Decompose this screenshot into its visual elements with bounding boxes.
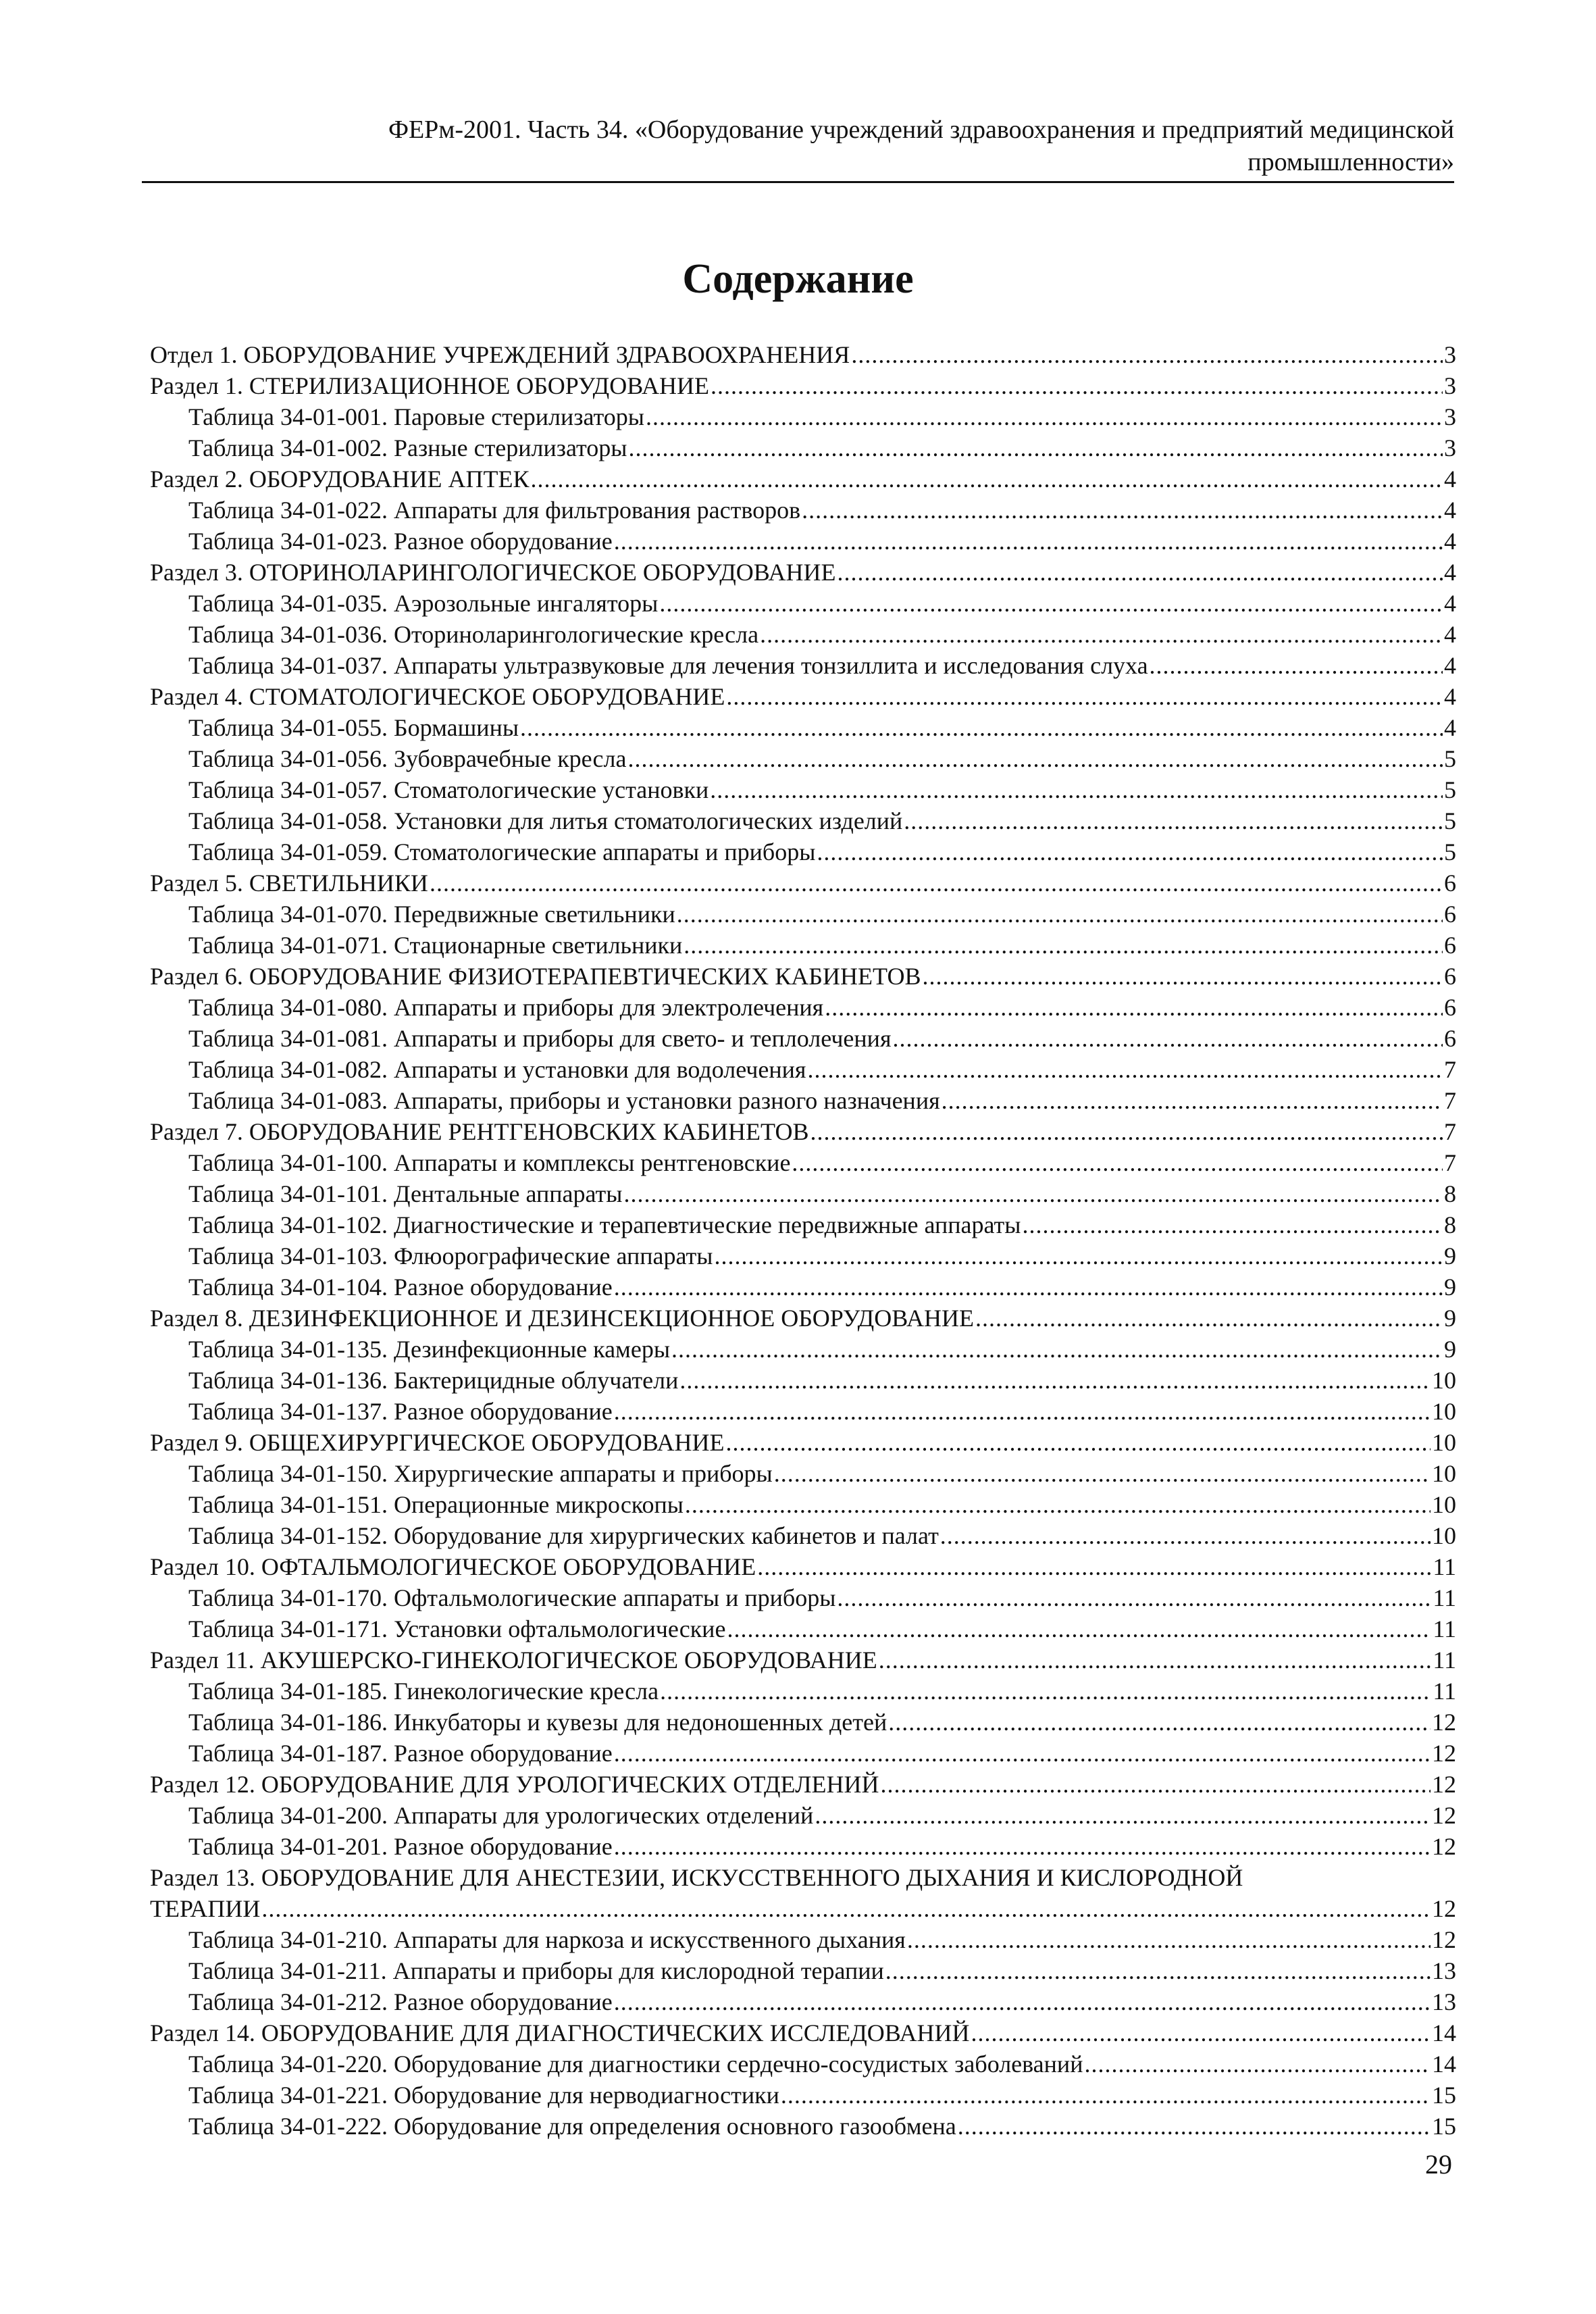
toc-entry-label: Таблица 34-01-185. Гинекологические кресла (188, 1678, 659, 1705)
toc-table-entry[interactable] (150, 1520, 1456, 1551)
dot-leader (837, 1582, 1431, 1613)
dot-leader (646, 401, 1443, 432)
toc-entry-page: 12 (1432, 1771, 1456, 1798)
header-rule (142, 181, 1454, 183)
dot-leader (825, 992, 1443, 1023)
toc-entry-page: 10 (1432, 1367, 1456, 1394)
dot-leader (942, 1085, 1443, 1116)
toc-table-entry[interactable] (150, 1178, 1456, 1209)
toc-table-entry[interactable] (150, 774, 1456, 805)
toc-entry-page: 4 (1444, 559, 1456, 586)
toc-entry-page: 12 (1432, 1709, 1456, 1736)
toc-table-entry[interactable] (150, 1924, 1456, 1955)
toc-table-entry[interactable] (150, 1023, 1456, 1054)
toc-entry-page: 6 (1444, 963, 1456, 990)
toc-entry-page: 6 (1444, 901, 1456, 928)
toc-table-entry[interactable] (150, 2048, 1456, 2080)
toc-entry-page: 11 (1433, 1678, 1456, 1705)
toc-table-entry[interactable] (150, 1707, 1456, 1738)
toc-entry-page: 10 (1432, 1491, 1456, 1518)
dot-leader (677, 899, 1443, 930)
toc-entry-page: 15 (1432, 2113, 1456, 2140)
toc-section-entry[interactable] (150, 370, 1456, 401)
toc-entry-label: Таблица 34-01-081. Аппараты и приборы для свето- и теплолечения (188, 1025, 892, 1052)
toc-entry-page: 7 (1444, 1087, 1456, 1114)
toc-table-entry[interactable] (150, 495, 1456, 526)
toc-entry-label: Таблица 34-01-152. Оборудование для хирургических кабинетов и палат (188, 1522, 939, 1549)
toc-entry-page: 5 (1444, 807, 1456, 834)
toc-entry-label: Таблица 34-01-101. Дентальные аппараты (188, 1180, 623, 1207)
toc-entry-page: 3 (1444, 403, 1456, 430)
toc-entry-label: Таблица 34-01-171. Установки офтальмологические (188, 1615, 726, 1642)
dot-leader (879, 1644, 1432, 1676)
toc-entry-page: 7 (1444, 1149, 1456, 1176)
dot-leader (1022, 1209, 1443, 1240)
toc-section-entry[interactable] (150, 681, 1456, 712)
toc-entry-label: Таблица 34-01-057. Стоматологические установки (188, 776, 709, 803)
toc-entry-label: Таблица 34-01-150. Хирургические аппараты и приборы (188, 1460, 773, 1487)
dot-leader (726, 681, 1443, 712)
dot-leader (627, 743, 1443, 774)
toc-table-entry[interactable] (150, 1489, 1456, 1520)
toc-entry-page: 11 (1433, 1646, 1456, 1674)
toc-table-entry[interactable] (150, 1147, 1456, 1178)
toc-entry-page: 4 (1444, 497, 1456, 524)
toc-entry-page: 6 (1444, 932, 1456, 959)
dot-leader (815, 1800, 1431, 1831)
toc-table-entry[interactable] (150, 432, 1456, 463)
toc-entry-page: 3 (1444, 341, 1456, 368)
toc-entry-label: Раздел 10. ОФТАЛЬМОЛОГИЧЕСКОЕ ОБОРУДОВАНИЕ (150, 1553, 756, 1580)
toc-entry-page: 13 (1432, 1957, 1456, 1984)
toc-entry-page: 4 (1444, 528, 1456, 555)
toc-entry-label: Таблица 34-01-135. Дезинфекционные камеры (188, 1336, 671, 1363)
dot-leader (802, 495, 1443, 526)
dot-leader (614, 1738, 1431, 1769)
toc-entry-label: Раздел 8. ДЕЗИНФЕКЦИОННОЕ И ДЕЗИНСЕКЦИОННОЕ ОБОРУДОВАНИЕ (150, 1305, 974, 1332)
toc-entry-label: Таблица 34-01-082. Аппараты и установки для водолечения (188, 1056, 806, 1083)
toc-entry-label: Раздел 12. ОБОРУДОВАНИЕ ДЛЯ УРОЛОГИЧЕСКИХ ОТДЕЛЕНИЙ (150, 1771, 879, 1798)
page-number: 29 (1425, 2149, 1452, 2180)
dot-leader (904, 805, 1443, 836)
toc-table-entry[interactable] (150, 1365, 1456, 1396)
toc-section-entry[interactable] (150, 1644, 1456, 1676)
toc-entry-label: Раздел 4. СТОМАТОЛОГИЧЕСКОЕ ОБОРУДОВАНИЕ (150, 683, 725, 710)
toc-entry-page: 3 (1444, 434, 1456, 461)
toc-entry-page: 9 (1444, 1305, 1456, 1332)
toc-entry-label: Таблица 34-01-080. Аппараты и приборы для электролечения (188, 994, 824, 1021)
toc-entry-label: Таблица 34-01-211. Аппараты и приборы для кислородной терапии (188, 1957, 884, 1984)
dot-leader (888, 1707, 1431, 1738)
dot-leader (975, 1303, 1443, 1334)
table-of-contents (150, 339, 1456, 2142)
toc-entry-label: Таблица 34-01-071. Стационарные светильники (188, 932, 683, 959)
toc-entry-page: 6 (1444, 870, 1456, 897)
toc-entry-label: Таблица 34-01-055. Бормашины (188, 714, 519, 741)
toc-table-entry[interactable] (150, 1582, 1456, 1613)
toc-entry-label: Раздел 3. ОТОРИНОЛАРИНГОЛОГИЧЕСКОЕ ОБОРУДОВАНИЕ (150, 559, 836, 586)
toc-entry-page: 11 (1433, 1584, 1456, 1611)
dot-leader (838, 557, 1443, 588)
toc-entry-page: 12 (1432, 1802, 1456, 1829)
dot-leader (885, 1955, 1431, 1986)
dot-leader (614, 1831, 1431, 1862)
toc-table-entry[interactable] (150, 401, 1456, 432)
toc-table-entry[interactable] (150, 588, 1456, 619)
toc-entry-page: 10 (1432, 1398, 1456, 1425)
dot-leader (614, 1396, 1431, 1427)
toc-entry-label: Отдел 1. ОБОРУДОВАНИЕ УЧРЕЖДЕНИЙ ЗДРАВООХРАНЕНИЯ (150, 341, 850, 368)
toc-entry-label: Таблица 34-01-220. Оборудование для диагностики сердечно-сосудистых заболеваний (188, 2051, 1083, 2078)
dot-leader (660, 1676, 1431, 1707)
toc-table-entry[interactable] (150, 1334, 1456, 1365)
toc-entry-label: Таблица 34-01-187. Разное оборудование (188, 1740, 613, 1767)
toc-entry-page: 7 (1444, 1056, 1456, 1083)
toc-entry-page: 4 (1444, 466, 1456, 493)
page-title: Содержание (682, 256, 914, 302)
toc-entry-label: Таблица 34-01-104. Разное оборудование (188, 1274, 613, 1301)
toc-entry-page: 4 (1444, 714, 1456, 741)
toc-entry-page: 4 (1444, 652, 1456, 679)
toc-table-entry[interactable] (150, 1955, 1456, 1986)
header-line-1: ФЕРм-2001. Часть 34. «Оборудование учреждений здравоохранения и предприятий медицинской (388, 116, 1454, 144)
toc-entry-label: Раздел 13. ОБОРУДОВАНИЕ ДЛЯ АНЕСТЕЗИИ, ИСКУССТВЕННОГО ДЫХАНИЯ И КИСЛОРОДНОЙ (150, 1864, 1243, 1891)
toc-table-entry[interactable] (150, 619, 1456, 650)
toc-table-entry[interactable] (150, 930, 1456, 961)
toc-entry-page: 8 (1444, 1180, 1456, 1207)
toc-entry-label: Таблица 34-01-002. Разные стерилизаторы (188, 434, 627, 461)
toc-entry-page: 8 (1444, 1211, 1456, 1238)
toc-entry-label: Таблица 34-01-100. Аппараты и комплексы рентгеновские (188, 1149, 791, 1176)
dot-leader (430, 867, 1443, 899)
dot-leader (810, 1116, 1443, 1147)
toc-table-entry[interactable] (150, 743, 1456, 774)
header-line-2: промышленности» (1247, 148, 1454, 176)
toc-table-entry[interactable] (150, 899, 1456, 930)
dot-leader (659, 588, 1443, 619)
toc-entry-page: 5 (1444, 776, 1456, 803)
toc-entry-label: Раздел 9. ОБЩЕХИРУРГИЧЕСКОЕ ОБОРУДОВАНИЕ (150, 1429, 725, 1456)
toc-table-entry[interactable] (150, 1831, 1456, 1862)
running-header (142, 114, 1454, 178)
dot-leader (710, 774, 1443, 805)
dot-leader (727, 1613, 1431, 1644)
toc-entry-page: 4 (1444, 590, 1456, 617)
toc-entry-page: 10 (1432, 1522, 1456, 1549)
toc-table-entry[interactable] (150, 1738, 1456, 1769)
toc-entry-label: Таблица 34-01-083. Аппараты, приборы и установки разного назначения (188, 1087, 940, 1114)
toc-section-entry[interactable] (150, 1303, 1456, 1334)
dot-leader (520, 712, 1443, 743)
toc-table-entry[interactable] (150, 1054, 1456, 1085)
toc-entry-page: 6 (1444, 994, 1456, 1021)
toc-table-entry[interactable] (150, 805, 1456, 836)
dot-leader (679, 1365, 1431, 1396)
toc-entry-label: Раздел 14. ОБОРУДОВАНИЕ ДЛЯ ДИАГНОСТИЧЕСКИХ ИССЛЕДОВАНИЙ (150, 2019, 970, 2046)
toc-entry-page: 9 (1444, 1274, 1456, 1301)
toc-table-entry[interactable] (150, 2080, 1456, 2111)
toc-table-entry[interactable] (150, 1272, 1456, 1303)
dot-leader (757, 1551, 1431, 1582)
toc-entry-page: 6 (1444, 1025, 1456, 1052)
toc-entry-label: Таблица 34-01-037. Аппараты ультразвуковые для лечения тонзиллита и исследования слуха (188, 652, 1148, 679)
dot-leader (623, 1178, 1443, 1209)
dot-leader (807, 1054, 1443, 1085)
toc-entry-label: Таблица 34-01-022. Аппараты для фильтрования растворов (188, 497, 801, 524)
dot-leader (685, 1489, 1431, 1520)
toc-entry-page: 5 (1444, 838, 1456, 865)
toc-entry-label: Таблица 34-01-058. Установки для литья стоматологических изделий (188, 807, 903, 834)
toc-section-entry[interactable] (150, 961, 1456, 992)
toc-table-entry[interactable] (150, 1396, 1456, 1427)
toc-entry-page: 13 (1432, 1988, 1456, 2015)
toc-entry-label: Таблица 34-01-035. Аэрозольные ингаляторы (188, 590, 659, 617)
dot-leader (1150, 650, 1443, 681)
toc-entry-label: Таблица 34-01-186. Инкубаторы и кувезы для недоношенных детей (188, 1709, 887, 1736)
toc-entry-label: Таблица 34-01-136. Бактерицидные облучатели (188, 1367, 679, 1394)
toc-entry-label: Таблица 34-01-200. Аппараты для урологических отделений (188, 1802, 814, 1829)
toc-entry-page: 12 (1432, 1895, 1456, 1922)
dot-leader (671, 1334, 1443, 1365)
dot-leader (958, 2111, 1431, 2142)
toc-entry-label: Таблица 34-01-151. Операционные микроскопы (188, 1491, 684, 1518)
toc-entry-label: Таблица 34-01-221. Оборудование для нерводиагностики (188, 2082, 779, 2109)
dot-leader (261, 1893, 1431, 1924)
toc-entry-page: 10 (1432, 1460, 1456, 1487)
dot-leader (614, 1986, 1431, 2017)
toc-section-entry[interactable] (150, 1427, 1456, 1458)
dot-leader (774, 1458, 1431, 1489)
toc-entry-page: 10 (1432, 1429, 1456, 1456)
toc-section-entry[interactable] (150, 2017, 1456, 2048)
dot-leader (711, 370, 1443, 401)
toc-entry-label: Таблица 34-01-222. Оборудование для определения основного газообмена (188, 2113, 956, 2140)
dot-leader (614, 526, 1443, 557)
toc-table-entry[interactable] (150, 1085, 1456, 1116)
toc-entry-page: 11 (1433, 1615, 1456, 1642)
toc-section-entry[interactable] (150, 557, 1456, 588)
toc-table-entry[interactable] (150, 1676, 1456, 1707)
toc-entry-page: 4 (1444, 683, 1456, 710)
toc-entry-label: Раздел 11. АКУШЕРСКО-ГИНЕКОЛОГИЧЕСКОЕ ОБОРУДОВАНИЕ (150, 1646, 877, 1674)
toc-entry-label: Раздел 1. СТЕРИЛИЗАЦИОННОЕ ОБОРУДОВАНИЕ (150, 372, 709, 399)
toc-entry-label: Таблица 34-01-001. Паровые стерилизаторы (188, 403, 644, 430)
toc-entry-page: 5 (1444, 745, 1456, 772)
toc-table-entry[interactable] (150, 992, 1456, 1023)
toc-entry-label: Таблица 34-01-036. Оториноларингологические кресла (188, 621, 759, 648)
toc-entry-page: 14 (1432, 2019, 1456, 2046)
dot-leader (817, 836, 1443, 867)
toc-entry-page: 9 (1444, 1242, 1456, 1269)
toc-entry-page: 12 (1432, 1833, 1456, 1860)
toc-entry-label-continued: ТЕРАПИИ (150, 1895, 261, 1922)
dot-leader (614, 1272, 1443, 1303)
dot-leader (714, 1240, 1443, 1272)
toc-table-entry[interactable] (150, 1986, 1456, 2017)
toc-section-entry[interactable] (150, 1551, 1456, 1582)
toc-entry-label: Таблица 34-01-103. Флюорографические аппараты (188, 1242, 713, 1269)
toc-entry-page: 15 (1432, 2082, 1456, 2109)
toc-entry-label: Раздел 5. СВЕТИЛЬНИКИ (150, 870, 428, 897)
toc-entry-label: Таблица 34-01-212. Разное оборудование (188, 1988, 613, 2015)
dot-leader (684, 930, 1443, 961)
toc-entry-page: 14 (1432, 2051, 1456, 2078)
dot-leader (792, 1147, 1443, 1178)
toc-table-entry[interactable] (150, 1458, 1456, 1489)
dot-leader (940, 1520, 1431, 1551)
toc-entry-page: 7 (1444, 1118, 1456, 1145)
toc-entry-label: Таблица 34-01-070. Передвижные светильники (188, 901, 675, 928)
dot-leader (907, 1924, 1431, 1955)
dot-leader (725, 1427, 1431, 1458)
toc-table-entry[interactable] (150, 650, 1456, 681)
toc-table-entry[interactable] (150, 1800, 1456, 1831)
toc-entry-label: Раздел 2. ОБОРУДОВАНИЕ АПТЕК (150, 466, 530, 493)
toc-table-entry[interactable] (150, 2111, 1456, 2142)
toc-table-entry[interactable] (150, 526, 1456, 557)
toc-entry-label: Таблица 34-01-059. Стоматологические аппараты и приборы (188, 838, 816, 865)
toc-entry-label: Раздел 7. ОБОРУДОВАНИЕ РЕНТГЕНОВСКИХ КАБИНЕТОВ (150, 1118, 809, 1145)
toc-entry-page: 11 (1433, 1553, 1456, 1580)
dot-leader (781, 2080, 1431, 2111)
toc-table-entry[interactable] (150, 1209, 1456, 1240)
toc-entry-label: Таблица 34-01-201. Разное оборудование (188, 1833, 613, 1860)
toc-table-entry[interactable] (150, 836, 1456, 867)
dot-leader (880, 1769, 1431, 1800)
toc-section-entry[interactable] (150, 1769, 1456, 1800)
toc-section-entry[interactable] (150, 339, 1456, 370)
toc-table-entry[interactable] (150, 1613, 1456, 1644)
toc-entry-label: Таблица 34-01-023. Разное оборудование (188, 528, 613, 555)
toc-entry-label: Таблица 34-01-102. Диагностические и терапевтические передвижные аппараты (188, 1211, 1021, 1238)
toc-entry-page: 3 (1444, 372, 1456, 399)
toc-entry-page: 12 (1432, 1740, 1456, 1767)
dot-leader (971, 2017, 1431, 2048)
toc-entry-page: 12 (1432, 1926, 1456, 1953)
toc-section-entry[interactable] (150, 1116, 1456, 1147)
toc-section-entry[interactable] (150, 1862, 1456, 1924)
dot-leader (851, 339, 1443, 370)
toc-entry-label: Раздел 6. ОБОРУДОВАНИЕ ФИЗИОТЕРАПЕВТИЧЕСКИХ КАБИНЕТОВ (150, 963, 921, 990)
toc-section-entry[interactable] (150, 867, 1456, 899)
toc-entry-label: Таблица 34-01-210. Аппараты для наркоза и искусственного дыхания (188, 1926, 906, 1953)
toc-table-entry[interactable] (150, 712, 1456, 743)
dot-leader (629, 432, 1443, 463)
toc-entry-page: 4 (1444, 621, 1456, 648)
dot-leader (531, 463, 1443, 495)
toc-section-entry[interactable] (150, 463, 1456, 495)
toc-entry-label: Таблица 34-01-170. Офтальмологические аппараты и приборы (188, 1584, 836, 1611)
dot-leader (923, 961, 1443, 992)
dot-leader (893, 1023, 1443, 1054)
toc-entry-page: 9 (1444, 1336, 1456, 1363)
toc-entry-label: Таблица 34-01-056. Зубоврачебные кресла (188, 745, 627, 772)
toc-entry-label: Таблица 34-01-137. Разное оборудование (188, 1398, 613, 1425)
dot-leader (760, 619, 1443, 650)
dot-leader (1084, 2048, 1431, 2080)
toc-table-entry[interactable] (150, 1240, 1456, 1272)
